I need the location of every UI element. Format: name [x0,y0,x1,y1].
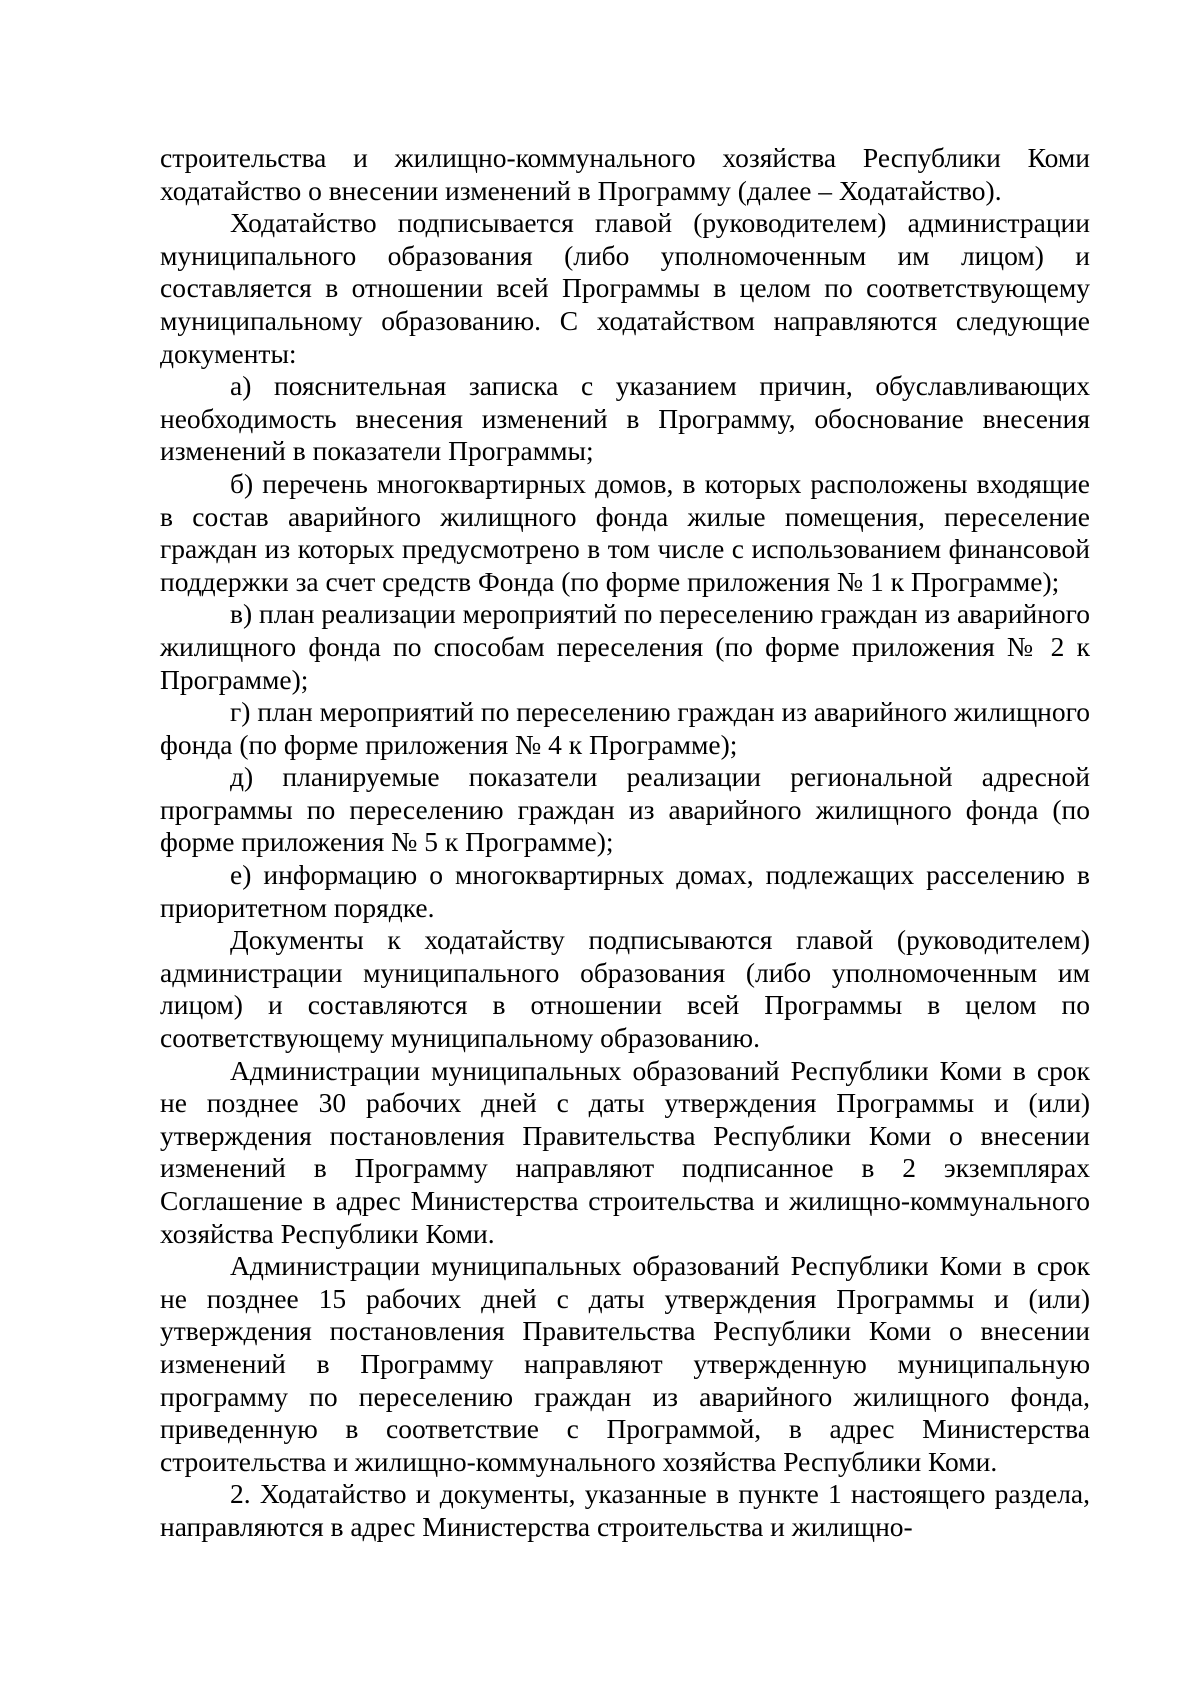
list-item-d: д) планируемые показатели реализации региональной адресной программы по переселению граждан из аварийного жилищного фонда (по форме приложения № 5 к Программе); [160,761,1090,858]
document-body [160,142,1090,1544]
paragraph-petition-signing: Ходатайство подписывается главой (руководителем) администрации муниципального образования (либо уполномоченным им лицом) и составляется в отношении всей Программы в целом по соответствующему муниципальному образованию. С ходатайством направляются следующие документы: [160,207,1090,369]
paragraph-section-2: 2. Ходатайство и документы, указанные в пункте 1 настоящего раздела, направляются в адрес Министерства строительства и жилищно- [160,1478,1090,1542]
list-item-v: в) план реализации мероприятий по переселению граждан из аварийного жилищного фонда по способам переселения (по форме приложения № 2 к Программе); [160,598,1090,695]
paragraph-program-deadline: Администрации муниципальных образований Республики Коми в срок не позднее 15 рабочих дней с даты утверждения Программы и (или) утверждения постановления Правительства Республики Коми о внесении изменений в Программу направляют утвержденную муниципальную программу по переселению граждан из аварийного жилищного фонда, приведенную в соответствие с Программой, в адрес Министерства строительства и жилищно-коммунального хозяйства Республики Коми. [160,1250,1090,1477]
paragraph-documents-signing: Документы к ходатайству подписываются главой (руководителем) администрации муниципального образования (либо уполномоченным им лицом) и составляются в отношении всей Программы в целом по соответствующему муниципальному образованию. [160,924,1090,1054]
paragraph-continuation: строительства и жилищно-коммунального хозяйства Республики Коми ходатайство о внесении изменений в Программу (далее – Ходатайство). [160,142,1090,206]
list-item-b: б) перечень многоквартирных домов, в которых расположены входящие в состав аварийного жилищного фонда жилые помещения, переселение граждан из которых предусмотрено в том числе с использованием финансовой поддержки за счет средств Фонда (по форме приложения № 1 к Программе); [160,467,1090,597]
list-item-a: а) пояснительная записка с указанием причин, обуславливающих необходимость внесения изменений в Программу, обоснование внесения изменений в показатели Программы; [160,370,1090,467]
paragraph-agreement-deadline: Администрации муниципальных образований Республики Коми в срок не позднее 30 рабочих дней с даты утверждения Программы и (или) утверждения постановления Правительства Республики Коми о внесении изменений в Программу направляют подписанное в 2 экземплярах Соглашение в адрес Министерства строительства и жилищно-коммунального хозяйства Республики Коми. [160,1054,1090,1249]
list-item-e: е) информацию о многоквартирных домах, подлежащих расселению в приоритетном порядке. [160,859,1090,923]
list-item-g: г) план мероприятий по переселению граждан из аварийного жилищного фонда (по форме приложения № 4 к Программе); [160,696,1090,760]
